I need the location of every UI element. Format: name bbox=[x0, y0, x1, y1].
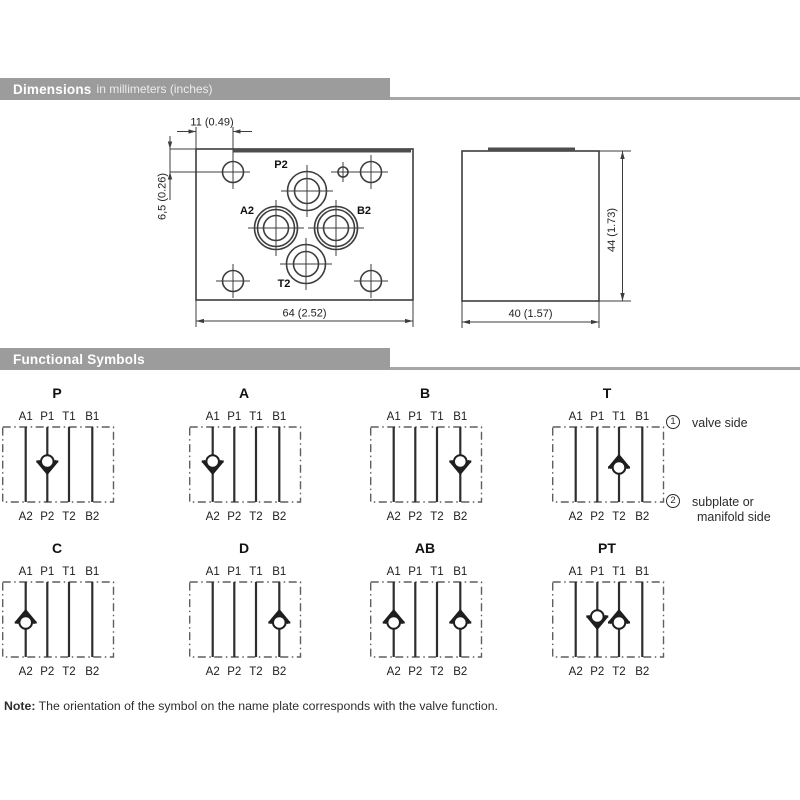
port-label-a2: A2 bbox=[239, 205, 255, 217]
check-valve-up bbox=[449, 612, 471, 629]
bottom-port-label: A2 bbox=[205, 666, 220, 678]
functional-symbol-C bbox=[0, 539, 120, 679]
bottom-port-label: T2 bbox=[430, 511, 444, 523]
top-port-label: P1 bbox=[227, 411, 242, 423]
check-valve-down bbox=[449, 455, 471, 472]
annotation-line-2: manifold side bbox=[697, 509, 771, 524]
corner-hole-bottom-right bbox=[354, 264, 388, 298]
corner-hole-bottom-left bbox=[216, 264, 250, 298]
bottom-port-label: A2 bbox=[18, 511, 33, 523]
dim-bottom-side-value: 40 (1.57) bbox=[508, 308, 553, 320]
footnote-label: Note: bbox=[4, 699, 36, 713]
top-port-label: P1 bbox=[590, 411, 605, 423]
top-port-label: B1 bbox=[85, 411, 100, 423]
top-port-label: B1 bbox=[272, 411, 287, 423]
bottom-port-label: B2 bbox=[85, 666, 100, 678]
bottom-port-label: B2 bbox=[272, 666, 287, 678]
top-port-label: B1 bbox=[635, 411, 650, 423]
top-port-label: P1 bbox=[408, 566, 423, 578]
bottom-port-label: T2 bbox=[62, 511, 76, 523]
bottom-port-label: P2 bbox=[40, 666, 55, 678]
bottom-port-label: T2 bbox=[249, 511, 263, 523]
symbol-diagram bbox=[368, 539, 488, 679]
symbol-diagram bbox=[0, 539, 120, 679]
symbol-boundary bbox=[3, 427, 114, 502]
bottom-port-label: T2 bbox=[612, 511, 626, 523]
symbol-title: P bbox=[52, 385, 62, 401]
dim-right-value: 44 (1.73) bbox=[606, 207, 618, 252]
annotation-valve-side-text: valve side bbox=[692, 416, 748, 430]
symbol-diagram bbox=[550, 384, 670, 524]
port-label-t2: T2 bbox=[277, 278, 291, 290]
top-port-label: P1 bbox=[408, 411, 423, 423]
top-port-label: T1 bbox=[612, 566, 626, 578]
top-port-label: P1 bbox=[40, 566, 55, 578]
symbol-diagram bbox=[0, 384, 120, 524]
functional-symbols-section-header bbox=[0, 348, 390, 370]
functional-symbol-AB bbox=[368, 539, 488, 679]
symbol-boundary bbox=[553, 582, 664, 657]
check-valve-up bbox=[15, 612, 37, 629]
bottom-port-label: T2 bbox=[249, 666, 263, 678]
dimensions-section-header bbox=[0, 78, 390, 100]
check-valve-up bbox=[608, 612, 630, 629]
symbol-diagram bbox=[550, 539, 670, 679]
annotation-valve-side bbox=[666, 416, 748, 431]
bottom-port-label: P2 bbox=[590, 511, 605, 523]
check-valve-up bbox=[383, 612, 405, 629]
symbol-boundary bbox=[553, 427, 664, 502]
bottom-port-label: A2 bbox=[568, 666, 583, 678]
top-port-label: T1 bbox=[430, 566, 444, 578]
top-port-label: A1 bbox=[18, 411, 33, 423]
dim-left-value: 6,5 (0.26) bbox=[156, 172, 169, 220]
top-port-label: T1 bbox=[430, 411, 444, 423]
functional-symbol-B bbox=[368, 384, 488, 524]
corner-hole-top-left bbox=[170, 127, 250, 189]
symbol-title: PT bbox=[598, 540, 616, 556]
bottom-port-label: A2 bbox=[18, 666, 33, 678]
bottom-port-label: B2 bbox=[453, 511, 468, 523]
functional-symbol-D bbox=[187, 539, 307, 679]
top-port-label: A1 bbox=[18, 566, 33, 578]
top-port-label: A1 bbox=[205, 566, 220, 578]
symbol-diagram bbox=[187, 539, 307, 679]
symbol-title: AB bbox=[414, 540, 436, 556]
bottom-port-label: P2 bbox=[40, 511, 55, 523]
port-label-b2: B2 bbox=[356, 205, 372, 217]
dim-bottom-value: 64 (2.52) bbox=[282, 307, 327, 320]
symbol-title: D bbox=[238, 540, 250, 556]
locating-pin-hole bbox=[331, 162, 356, 182]
bottom-port-label: P2 bbox=[408, 511, 423, 523]
check-valve-down bbox=[202, 455, 224, 472]
annotation-subplate-side-text bbox=[692, 495, 771, 524]
top-port-label: A1 bbox=[205, 411, 220, 423]
symbol-diagram bbox=[187, 384, 307, 524]
seal-strip-top bbox=[233, 149, 411, 153]
bottom-port-label: P2 bbox=[408, 666, 423, 678]
top-port-label: T1 bbox=[249, 566, 263, 578]
seal-strip-side bbox=[488, 148, 575, 152]
annotation-line-1: subplate or bbox=[692, 495, 754, 509]
bottom-port-label: B2 bbox=[85, 511, 100, 523]
check-valve-down bbox=[36, 455, 58, 472]
footnote-text: The orientation of the symbol on the name plate corresponds with the valve function. bbox=[38, 699, 498, 713]
functional-symbol-A bbox=[187, 384, 307, 524]
top-port-label: B1 bbox=[453, 411, 468, 423]
bottom-port-label: A2 bbox=[568, 511, 583, 523]
functional-symbol-T bbox=[550, 384, 670, 524]
bottom-port-label: B2 bbox=[635, 666, 650, 678]
bottom-port-label: T2 bbox=[430, 666, 444, 678]
top-port-label: T1 bbox=[612, 411, 626, 423]
functional-symbol-PT bbox=[550, 539, 670, 679]
top-port-label: T1 bbox=[62, 411, 76, 423]
check-valve-up bbox=[608, 457, 630, 474]
symbol-title: T bbox=[602, 385, 612, 401]
top-port-label: P1 bbox=[590, 566, 605, 578]
bottom-port-label: P2 bbox=[227, 666, 242, 678]
top-port-label: A1 bbox=[386, 411, 401, 423]
circled-2-marker: 2 bbox=[666, 494, 680, 508]
corner-hole-top-right bbox=[354, 155, 388, 189]
top-port-label: P1 bbox=[40, 411, 55, 423]
top-port-label: B1 bbox=[453, 566, 468, 578]
top-port-label: B1 bbox=[272, 566, 287, 578]
circled-1-marker: 1 bbox=[666, 415, 680, 429]
port-face-drawing bbox=[150, 108, 440, 340]
dimension-left bbox=[157, 136, 197, 220]
top-port-label: P1 bbox=[227, 566, 242, 578]
symbol-title: B bbox=[419, 385, 431, 401]
functional-symbols-header-rule bbox=[390, 367, 800, 370]
top-port-label: B1 bbox=[85, 566, 100, 578]
bottom-port-label: P2 bbox=[590, 666, 605, 678]
functional-symbol-P bbox=[0, 384, 120, 524]
dimension-bottom-side bbox=[462, 301, 599, 328]
bottom-port-label: B2 bbox=[635, 511, 650, 523]
check-valve-up bbox=[268, 612, 290, 629]
top-port-label: T1 bbox=[249, 411, 263, 423]
bottom-port-label: P2 bbox=[227, 511, 242, 523]
top-port-label: T1 bbox=[62, 566, 76, 578]
symbol-title: A bbox=[238, 385, 250, 401]
functional-symbols-title: Functional Symbols bbox=[13, 351, 145, 367]
bottom-port-label: T2 bbox=[62, 666, 76, 678]
bottom-port-label: A2 bbox=[386, 511, 401, 523]
dimension-top bbox=[177, 117, 252, 150]
dimensions-header-rule bbox=[390, 97, 800, 100]
annotation-subplate-side bbox=[666, 495, 771, 524]
check-valve-down bbox=[586, 610, 608, 627]
port-label-p2: P2 bbox=[274, 159, 288, 171]
bottom-port-label: B2 bbox=[453, 666, 468, 678]
top-port-label: B1 bbox=[635, 566, 650, 578]
top-port-label: A1 bbox=[568, 566, 583, 578]
top-port-label: A1 bbox=[386, 566, 401, 578]
bottom-port-label: A2 bbox=[205, 511, 220, 523]
valve-body-outline bbox=[462, 151, 599, 301]
bottom-port-label: T2 bbox=[612, 666, 626, 678]
bottom-port-label: A2 bbox=[386, 666, 401, 678]
bottom-port-label: B2 bbox=[272, 511, 287, 523]
footnote bbox=[4, 699, 498, 713]
dimension-bottom bbox=[196, 300, 413, 327]
dimensions-title: Dimensions bbox=[13, 81, 92, 97]
symbol-diagram bbox=[368, 384, 488, 524]
dim-top-value: 11 (0.49) bbox=[190, 116, 234, 129]
symbol-title: C bbox=[51, 540, 63, 556]
dimension-right bbox=[599, 151, 631, 301]
top-port-label: A1 bbox=[568, 411, 583, 423]
side-view-drawing bbox=[450, 108, 640, 340]
dimensions-subtitle: in millimeters (inches) bbox=[96, 82, 213, 96]
